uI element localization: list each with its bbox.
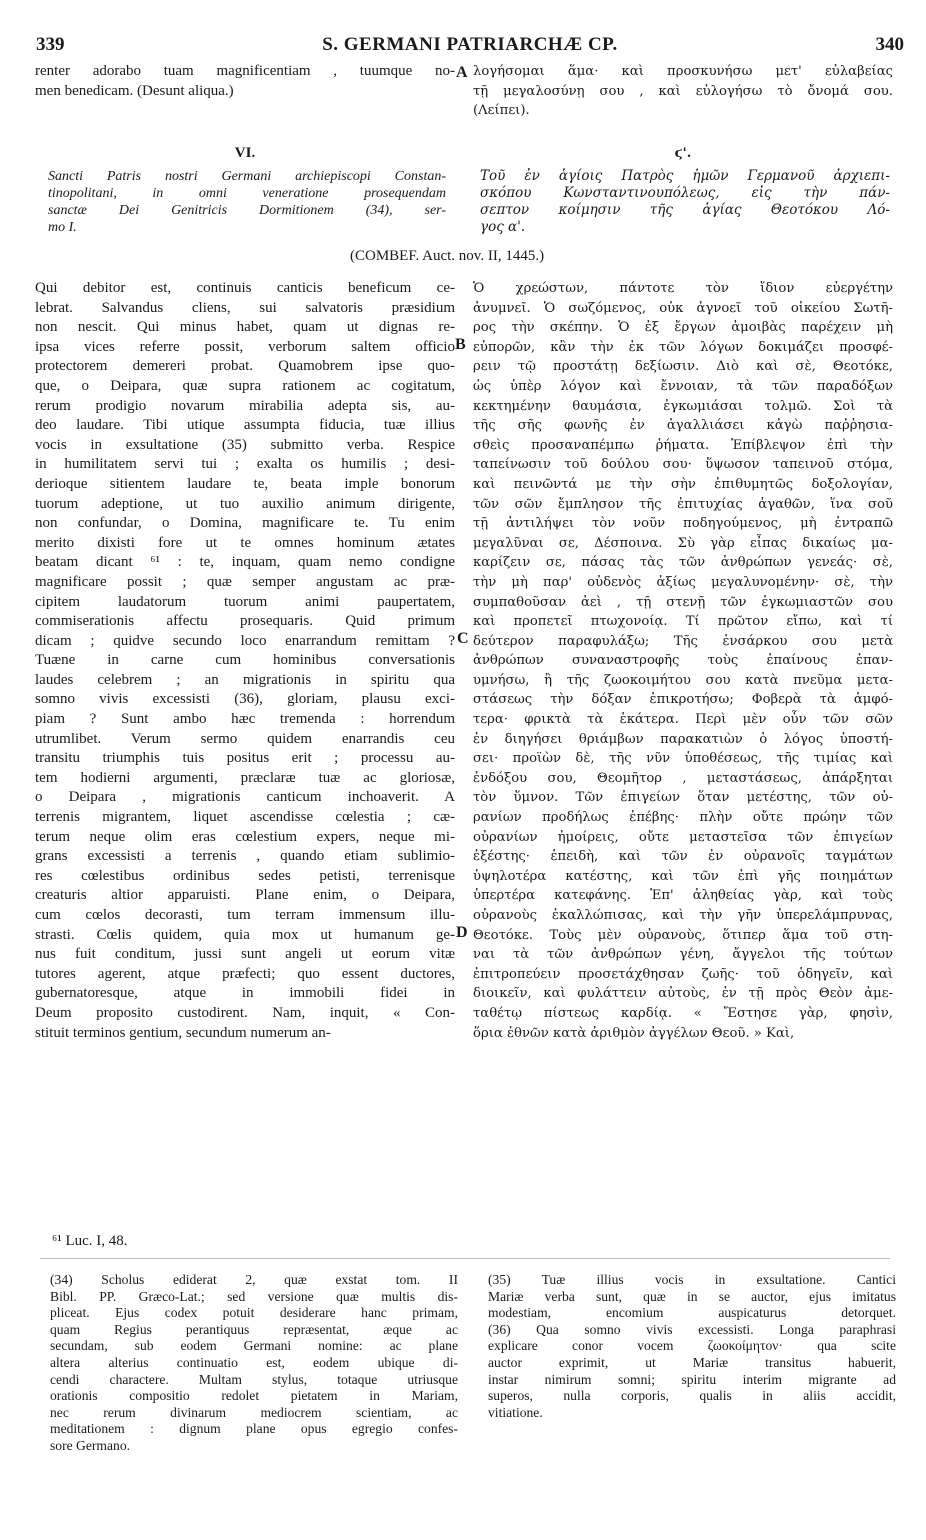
greek-body-line: τερα· φρικτὰ τὰ ἑκάτερα. Περὶ μὲν οὖν τῶν σῶν bbox=[473, 712, 893, 728]
note-line: explicare conor vocem ζωοκοίμητον· qua scite bbox=[488, 1338, 896, 1354]
greek-body-line: ἐνδόξου σου, Θεομῆτορ , μεταστάσεως, ἀπάρξηται bbox=[473, 770, 893, 786]
latin-body-line: deo laudare. Tibi utique assumpta fiducia, tuæ illius bbox=[35, 417, 455, 434]
latin-body-line: protectorem demereri probat. Quamobrem ipse quo- bbox=[35, 358, 455, 375]
greek-title-line: σκόπου Κωνσταντινουπόλεως, εἰς τὴν πάν- bbox=[480, 185, 890, 201]
latin-body-line: que, o Deipara, quæ supra rationem ac cogitatum, bbox=[35, 377, 455, 394]
greek-intro bbox=[473, 62, 893, 121]
greek-body bbox=[473, 279, 893, 1043]
latin-body-line: commiserationis affectu prosequaris. Quid primum bbox=[35, 613, 455, 630]
note-line: Mariæ verba sunt, quæ in se auctor, ejus imitatus bbox=[488, 1288, 896, 1304]
greek-body-line: ὅρια ἐθνῶν κατὰ ἀριθμὸν ἀγγέλων Θεοῦ. » Καὶ, bbox=[473, 1025, 795, 1041]
latin-body-line: o Deipara , migrationis canticum inchoaverit. A bbox=[35, 789, 455, 806]
page-number-left: 339 bbox=[36, 34, 65, 55]
greek-body-line: διοικεῖν, καὶ φυλάττειν αὐτοὺς, ἐν τῇ πρὸς Θεὸν ἀμε- bbox=[473, 986, 893, 1002]
latin-title bbox=[48, 168, 446, 236]
greek-body-line: καρίζειν σε, πάσας τὰς τῶν ἀνθρώπων γενεάς· σὲ, bbox=[473, 555, 893, 571]
latin-body-line: somno vivis excessisti (36), gloriam, plausu exci- bbox=[35, 691, 455, 708]
running-header bbox=[36, 34, 904, 58]
greek-body-line: οὐρανοὺς ἐκαλλώπισας, καὶ τὴν γῆν ὑπερελάμπρυνας, bbox=[473, 908, 893, 923]
note-line: meditationem : dignum plane opus egregio confes- bbox=[50, 1421, 458, 1437]
greek-body-line: υμνήσω, ἢ τῆς ζωοκοιμήτου σου κατὰ πνεῦμα μετα- bbox=[473, 672, 893, 688]
latin-section-number-wrap bbox=[35, 144, 455, 164]
greek-body-line: ταθέτῳ πίστεως καρδίᾳ. « Ἔστησε γὰρ, φησὶν, bbox=[473, 1005, 893, 1021]
latin-body-line: grans excessisti a terrenis , quando etiam sublimio- bbox=[35, 848, 455, 865]
greek-body-line: ταπείνωσιν τοῦ δούλου σου· ὕψωσον ταπεινοῦ στόμα, bbox=[473, 457, 893, 473]
note-line: cendi charactere. Multam stylus, totaque utriusque bbox=[50, 1371, 458, 1387]
note-line: superos, nulla corporis, qualis in aliis accidit, bbox=[488, 1388, 896, 1404]
latin-title-line: Sancti Patris nostri Germani archiepiscopi Constan- bbox=[48, 169, 446, 184]
latin-body-line: in humilitatem servi tui ; exalta os humilis ; desi- bbox=[35, 456, 455, 473]
margin-marker-b: B bbox=[455, 336, 466, 353]
greek-body-line: ὑπερτέρα κατεφάνης. Ἐπ' ἀληθείας γὰρ, καὶ τοὺς bbox=[473, 888, 893, 904]
latin-title-line: mo I. bbox=[48, 220, 77, 235]
greek-body-line: ρανίων προδήλως ἐπέβης· πλὴν οὔτε πρώην τῶν bbox=[473, 810, 893, 826]
latin-body-line: tutores agerent, atque præfecti; quo essent ductores, bbox=[35, 965, 455, 982]
greek-body-line: τῶν σῶν ἔμπλησον τῆς ἐπιτυχίας ἀγαθῶν, ἵνα σοῦ bbox=[473, 496, 893, 512]
latin-body-line: cipitem laudatorum tuorum animi paupertatem, bbox=[35, 593, 455, 610]
greek-body-line: σει· προϊὼν δὲ, τῆς νῦν ὑποθέσεως, τῆς τιμίας καὶ bbox=[473, 751, 893, 767]
note-line: (36) Qua somno vivis excessisti. Longa paraphrasi bbox=[488, 1321, 896, 1337]
note-line: Bibl. PP. Græco-Lat.; sed versione quæ multis dis- bbox=[50, 1288, 458, 1304]
greek-body-line: τὴν μὴ παρ' οὐδενὸς ἀξίως μεγαλυνομένην· σὲ, τὴν bbox=[473, 574, 893, 590]
latin-body-line: res cœlestibus ordinibus sedes petisti, terrenisque bbox=[35, 867, 455, 884]
greek-body-line: ρος τὴν σκέπην. Ὁ ἐξ ἔργων ἀμοιβὰς παρέχειν μὴ bbox=[473, 320, 893, 336]
notes-right bbox=[488, 1272, 896, 1421]
latin-body-line: magnificare possit ; quæ semper angustam ac præ- bbox=[35, 573, 455, 590]
greek-body-line: ἀνυμνεῖ. Ὁ σωζόμενος, οὐκ ἀγνοεῖ τοῦ οἰκείου Σωτῆ- bbox=[473, 300, 893, 316]
latin-body-line: Qui debitor est, continuis canticis beneficum ce- bbox=[35, 280, 455, 296]
greek-body-line: σθεὶς προσαναπέμπω ῥήματα. Ἐπίβλεψον ἐπὶ τὴν bbox=[473, 437, 893, 453]
greek-intro-line: λογήσομαι ἅμα· καὶ προσκυνήσω μετ' εὐλαβείας bbox=[473, 64, 893, 79]
latin-body-line: creaturis altior apparuisti. Plane enim, o Deipara, bbox=[35, 887, 455, 904]
latin-title-line: sanctæ Dei Genitricis Dormitionem (34), ser- bbox=[48, 203, 446, 218]
latin-body-line: laudes celebrem ; an migrationis in spiritu qua bbox=[35, 671, 455, 688]
latin-body-line: cum cœlos decorasti, tum terram immensum illu- bbox=[35, 907, 455, 923]
latin-body-line: ipsa vices referre possit, verborum saltem officio bbox=[35, 338, 455, 355]
latin-body-line: Deum proposito custodirent. Nam, inquit, « Con- bbox=[35, 1004, 455, 1021]
margin-marker-c: C bbox=[457, 630, 469, 647]
latin-body-line: Tuæne in carne cum hominibus conversationis bbox=[35, 652, 455, 669]
greek-body-line: κεκτημένην θαυμάσια, ἐγκωμιάσαι τολμῶ. Σοὶ τὰ bbox=[473, 398, 893, 414]
greek-body-line: ναι τὰ τῶν ἀνθρώπων γένη, ἄγγελοι τῆς τούτων bbox=[473, 947, 893, 963]
greek-body-line: τῆς σῆς φωνῆς ἐν ἀγαλλιάσει κἀγὼ παῤῥησια- bbox=[473, 418, 893, 434]
notes-divider bbox=[40, 1258, 890, 1259]
margin-marker-a: A bbox=[456, 64, 468, 81]
greek-intro-line: (Λείπει). bbox=[473, 103, 530, 119]
notes-left bbox=[50, 1272, 458, 1455]
latin-body-line: utrumlibet. Verum sermo quidem enarrandis ceu bbox=[35, 730, 455, 747]
greek-body-line: ὑψηλοτέρα κατέστης, καὶ τῶν ἐπὶ γῆς ποιημάτων bbox=[473, 868, 893, 884]
greek-section-number: ϛ'. bbox=[674, 146, 692, 161]
greek-title-line: γος α'. bbox=[480, 219, 526, 235]
greek-title bbox=[480, 168, 890, 236]
note-line: pliceat. Ejus codex potuit desiderare hanc primam, bbox=[50, 1305, 458, 1321]
latin-body-line: strasti. Cœlis quidem, quia mox ut humanum ge- bbox=[35, 926, 455, 943]
latin-body-line: stituit terminos gentium, secundum numerum an- bbox=[35, 1024, 331, 1041]
greek-body-line: ἐπιτροπεύειν προσετάχθησαν ζωῆς· τοῦ ὁδηγεῖν, καὶ bbox=[473, 966, 893, 982]
greek-body-line: ρειν τῷ προστάτῃ δεξίωσιν. Διὸ καὶ σὲ, Θεοτόκε, bbox=[473, 359, 893, 375]
greek-section-number-wrap bbox=[473, 144, 893, 164]
latin-intro bbox=[35, 62, 455, 101]
greek-body-line: μεγαλῦναι σε, Δέσποινα. Σὺ γὰρ εἶπας δικαίως μα- bbox=[473, 535, 893, 551]
latin-body-line: non nescit. Qui minus habet, quam ut dignas re- bbox=[35, 319, 455, 336]
latin-body-line: merito dixisti fore ut te omnes hominum ætates bbox=[35, 534, 455, 551]
note-line: modestiam, encomium auspicaturus detorquet. bbox=[488, 1305, 896, 1321]
note-line: nec rerum divinarum mediocrem scientiam, ac bbox=[50, 1404, 458, 1420]
greek-body-line: ἀνθρώπων συναναστροφῆς τοὺς ἐπαίνους ἐπαν- bbox=[473, 653, 893, 669]
note-line: vitiatione. bbox=[488, 1404, 543, 1420]
note-line: secundam, sub eodem Germani nomine: ac plane bbox=[50, 1338, 458, 1354]
latin-body-line: derioque sitientem laudare te, beata imple bonorum bbox=[35, 475, 455, 492]
latin-body-line: piam ? Sunt ambo hæc tremenda : horrendum bbox=[35, 711, 455, 728]
greek-body-line: οὐρανίων ἠμοίρεις, οὔτε μεταστεῖσα τῶν ἐπιγείων bbox=[473, 829, 893, 845]
greek-body-line: τῇ ἀντιλήψει τὸν νοῦν ποδηγούμενος, μὴ ἐντραπῶ bbox=[473, 516, 893, 532]
note-line: orationis compositio redolet pietatem in Mariam, bbox=[50, 1388, 458, 1404]
greek-body-line: συμπαθοῦσαν ἀεὶ , τῇ στενῇ τῶν ἐγκωμιαστῶν σου bbox=[473, 594, 893, 610]
page-number-right: 340 bbox=[875, 34, 904, 55]
latin-body-line: beatam dicant ⁶¹ : te, inquam, quam nemo condigne bbox=[35, 554, 455, 571]
scripture-footnote: ⁶¹ Luc. I, 48. bbox=[52, 1233, 128, 1249]
greek-intro-line: τῇ μεγαλοσύνῃ σου , καὶ εὐλογήσω τὸ ὄνομά σου. bbox=[473, 83, 893, 99]
source-reference: (COMBEF. Auct. nov. II, 1445.) bbox=[350, 248, 545, 264]
note-line: instar nimirum somni; spiritu interim migrante ad bbox=[488, 1371, 896, 1387]
latin-body-line: nus fuit conditum, jussi sunt angeli ut eorum vitæ bbox=[35, 946, 455, 963]
greek-title-line: Τοῦ ἐν ἁγίοις Πατρὸς ἡμῶν Γερμανοῦ ἀρχιεπι- bbox=[480, 168, 890, 184]
latin-body-line: terum neque olim eras cœlestium expers, neque mi- bbox=[35, 828, 455, 845]
latin-body-line: dicam ; quidve secundo loco enarrandum remittam ? bbox=[35, 632, 455, 649]
latin-body-line: tem hodierni argumenti, præclaræ tuæ ac gloriosæ, bbox=[35, 769, 455, 786]
latin-body-line: gubernatoresque, atque in immobili fidei in bbox=[35, 985, 455, 1002]
greek-body-line: Θεοτόκε. Τοὺς μὲν οὐρανοὺς, ὅτιπερ ἅμα τοῦ στη- bbox=[473, 927, 893, 943]
latin-body-line: lebrat. Salvandus cliens, sui salvatoris præsidium bbox=[35, 299, 455, 316]
greek-body-line: Ὁ χρεώστων, πάντοτε τὸν ἴδιον εὐεργέτην bbox=[473, 281, 893, 296]
greek-body-line: ἐν διηγήσει θριάμβων παρακατιὼν ὁ λόγος ὑποστή- bbox=[473, 731, 893, 747]
greek-body-line: στάσεως τὴν δόξαν ἐπικροτήσω; Φοβερὰ τὰ ἀμφό- bbox=[473, 692, 893, 708]
latin-body-line: transitu triumphis tuis positus erit ; processu au- bbox=[35, 750, 455, 767]
greek-body-line: τὸν ὕμνον. Τῶν ἐπιγείων ὅταν μετέστης, τῶν οὐ- bbox=[473, 790, 893, 806]
latin-title-line: tinopolitani, in omni veneratione prosequendam bbox=[48, 186, 446, 201]
note-line: altera alterius continuatio est, eodem ubique di- bbox=[50, 1354, 458, 1370]
greek-body-line: καὶ προπετεῖ πτωχονοίᾳ. Τί πρῶτον εἴπω, καὶ τί bbox=[473, 614, 893, 630]
latin-intro-line: men benedicam. (Desunt aliqua.) bbox=[35, 82, 234, 99]
greek-body-line: ὡς ὑπὲρ λόγον καὶ ἔννοιαν, τὰ τῶν παραδόξων bbox=[473, 378, 893, 394]
margin-marker-d: D bbox=[456, 924, 468, 941]
latin-body-line: rerum prodigio novarum mirabilia adepta sis, au- bbox=[35, 397, 455, 414]
latin-body bbox=[35, 279, 455, 1043]
greek-body-line: ἐξέστης· ἐπειδὴ, καὶ τῶν ἐν οὐρανοῖς ταγμάτων bbox=[473, 849, 893, 865]
running-title: S. GERMANI PATRIARCHÆ CP. bbox=[322, 34, 618, 55]
latin-body-line: vocis in exsultatione (35) submitto verba. Respice bbox=[35, 436, 455, 453]
latin-section-number: VI. bbox=[234, 145, 256, 161]
greek-body-line: εὐπορῶν, κἂν τὴν ἐκ τῶν λόγων δοκιμάζει προσφέ- bbox=[473, 339, 893, 355]
greek-title-line: σεπτον κοίμησιν τῆς ἁγίας Θεοτόκου Λό- bbox=[480, 202, 890, 218]
greek-body-line: καὶ πεινῶντά με τὴν σὴν ἐπιθυμητῶς δοξολογίαν, bbox=[473, 476, 893, 492]
note-line: sore Germano. bbox=[50, 1437, 131, 1453]
note-line: auctor exprimit, ut Mariæ transitus habuerit, bbox=[488, 1354, 896, 1370]
note-line: quam Regius perantiquus repræsentat, æque ac bbox=[50, 1321, 458, 1337]
greek-body-line: δεύτερον παραφυλάξω; Τῆς ἐνσάρκου σου μετὰ bbox=[473, 633, 893, 649]
latin-body-line: terrenis migrantem, liquet ascendisse cœlestia ; cæ- bbox=[35, 809, 455, 826]
latin-intro-line: renter adorabo tuam magnificentiam , tuumque no- bbox=[35, 63, 455, 79]
latin-body-line: non confundar, o Domina, magnificare te. Tu enim bbox=[35, 515, 455, 532]
note-line: (34) Scholus ediderat 2, quæ exstat tom. II bbox=[50, 1272, 458, 1287]
latin-body-line: tuorum adeptione, ut tuo auxilio animum dirigente, bbox=[35, 495, 455, 512]
note-line: (35) Tuæ illius vocis in exsultatione. Cantici bbox=[488, 1272, 896, 1287]
